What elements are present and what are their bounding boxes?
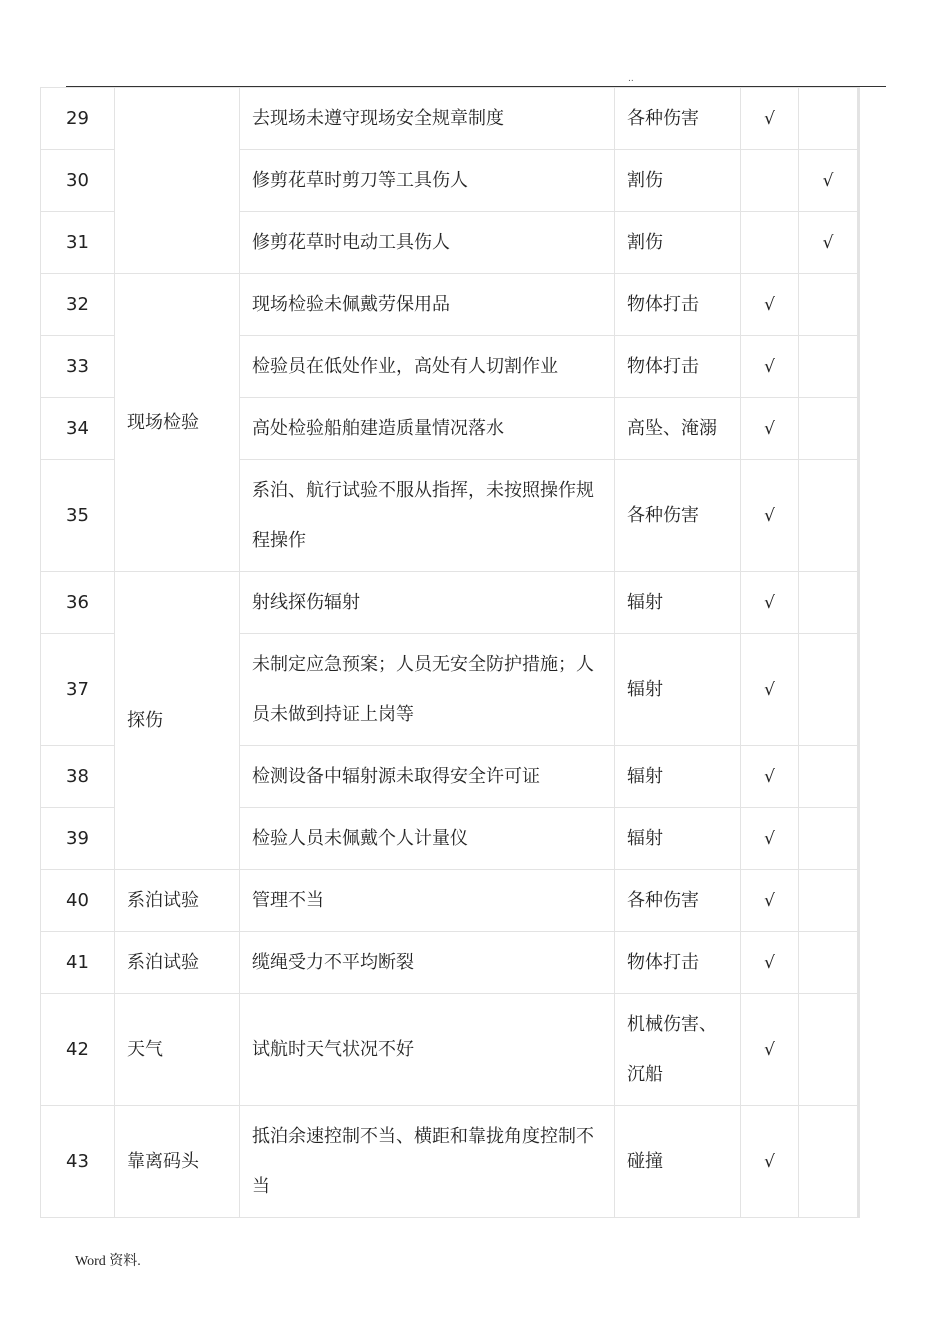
row-number: 42 xyxy=(41,994,115,1106)
check-a-cell: √ xyxy=(741,460,799,572)
check-b-cell xyxy=(799,746,859,808)
row-number: 38 xyxy=(41,746,115,808)
hazard-table xyxy=(40,87,860,1218)
injury-cell: 各种伤害 xyxy=(615,870,741,932)
check-b-cell xyxy=(799,398,859,460)
table-row xyxy=(41,994,859,1106)
row-number: 39 xyxy=(41,808,115,870)
row-number: 37 xyxy=(41,634,115,746)
check-b-cell: √ xyxy=(799,212,859,274)
hazard-cell: 试航时天气状况不好 xyxy=(240,994,615,1106)
check-a-cell: √ xyxy=(741,1106,799,1218)
activity-cell: 系泊试验 xyxy=(115,870,240,932)
check-a-cell xyxy=(741,150,799,212)
hazard-cell: 现场检验未佩戴劳保用品 xyxy=(240,274,615,336)
check-a-cell: √ xyxy=(741,398,799,460)
hazard-cell: 射线探伤辐射 xyxy=(240,572,615,634)
injury-cell: 辐射 xyxy=(615,746,741,808)
check-a-cell: √ xyxy=(741,634,799,746)
row-number: 31 xyxy=(41,212,115,274)
check-b-cell xyxy=(799,460,859,572)
row-number: 32 xyxy=(41,274,115,336)
hazard-cell: 修剪花草时剪刀等工具伤人 xyxy=(240,150,615,212)
check-b-cell xyxy=(799,336,859,398)
table-row xyxy=(41,572,859,634)
hazard-cell: 系泊、航行试验不服从指挥，未按照操作规程操作 xyxy=(240,460,615,572)
check-b-cell: √ xyxy=(799,150,859,212)
check-b-cell xyxy=(799,870,859,932)
check-a-cell: √ xyxy=(741,746,799,808)
row-number: 33 xyxy=(41,336,115,398)
hazard-cell: 检验员在低处作业，高处有人切割作业 xyxy=(240,336,615,398)
hazard-cell: 去现场未遵守现场安全规章制度 xyxy=(240,88,615,150)
hazard-cell: 检验人员未佩戴个人计量仪 xyxy=(240,808,615,870)
injury-cell: 辐射 xyxy=(615,572,741,634)
injury-cell: 各种伤害 xyxy=(615,460,741,572)
check-a-cell: √ xyxy=(741,88,799,150)
check-a-cell: √ xyxy=(741,932,799,994)
hazard-cell: 管理不当 xyxy=(240,870,615,932)
table-row xyxy=(41,870,859,932)
activity-cell: 靠离码头 xyxy=(115,1106,240,1218)
check-b-cell xyxy=(799,994,859,1106)
injury-cell: 物体打击 xyxy=(615,932,741,994)
row-number: 40 xyxy=(41,870,115,932)
table-row xyxy=(41,932,859,994)
check-a-cell: √ xyxy=(741,870,799,932)
check-a-cell xyxy=(741,212,799,274)
hazard-cell: 未制定应急预案；人员无安全防护措施；人员未做到持证上岗等 xyxy=(240,634,615,746)
check-a-cell: √ xyxy=(741,274,799,336)
injury-cell: 高坠、淹溺 xyxy=(615,398,741,460)
hazard-cell: 检测设备中辐射源未取得安全许可证 xyxy=(240,746,615,808)
injury-cell: 物体打击 xyxy=(615,336,741,398)
row-number: 29 xyxy=(41,88,115,150)
row-number: 36 xyxy=(41,572,115,634)
row-number: 34 xyxy=(41,398,115,460)
table-row xyxy=(41,88,859,150)
check-b-cell xyxy=(799,1106,859,1218)
activity-cell: 现场检验 xyxy=(115,274,240,572)
hazard-cell: 缆绳受力不平均断裂 xyxy=(240,932,615,994)
check-a-cell: √ xyxy=(741,994,799,1106)
hazard-cell: 高处检验船舶建造质量情况落水 xyxy=(240,398,615,460)
injury-cell: 辐射 xyxy=(615,634,741,746)
injury-cell: 割伤 xyxy=(615,150,741,212)
check-b-cell xyxy=(799,274,859,336)
check-a-cell: √ xyxy=(741,336,799,398)
activity-cell: 探伤 xyxy=(115,572,240,870)
activity-cell xyxy=(115,88,240,274)
row-number: 41 xyxy=(41,932,115,994)
hazard-cell: 修剪花草时电动工具伤人 xyxy=(240,212,615,274)
row-number: 35 xyxy=(41,460,115,572)
injury-cell: 碰撞 xyxy=(615,1106,741,1218)
table-row xyxy=(41,274,859,336)
row-number: 43 xyxy=(41,1106,115,1218)
check-b-cell xyxy=(799,88,859,150)
injury-cell: 机械伤害、沉船 xyxy=(615,994,741,1106)
hazard-cell: 抵泊余速控制不当、横距和靠拢角度控制不当 xyxy=(240,1106,615,1218)
check-b-cell xyxy=(799,808,859,870)
activity-cell: 天气 xyxy=(115,994,240,1106)
page-footer: Word 资料. xyxy=(75,1254,141,1269)
injury-cell: 物体打击 xyxy=(615,274,741,336)
injury-cell: 各种伤害 xyxy=(615,88,741,150)
injury-cell: 辐射 xyxy=(615,808,741,870)
check-a-cell: √ xyxy=(741,808,799,870)
header-mark: .. xyxy=(628,74,634,84)
check-b-cell xyxy=(799,572,859,634)
table-row xyxy=(41,1106,859,1218)
activity-cell: 系泊试验 xyxy=(115,932,240,994)
check-b-cell xyxy=(799,932,859,994)
check-b-cell xyxy=(799,634,859,746)
check-a-cell: √ xyxy=(741,572,799,634)
injury-cell: 割伤 xyxy=(615,212,741,274)
row-number: 30 xyxy=(41,150,115,212)
